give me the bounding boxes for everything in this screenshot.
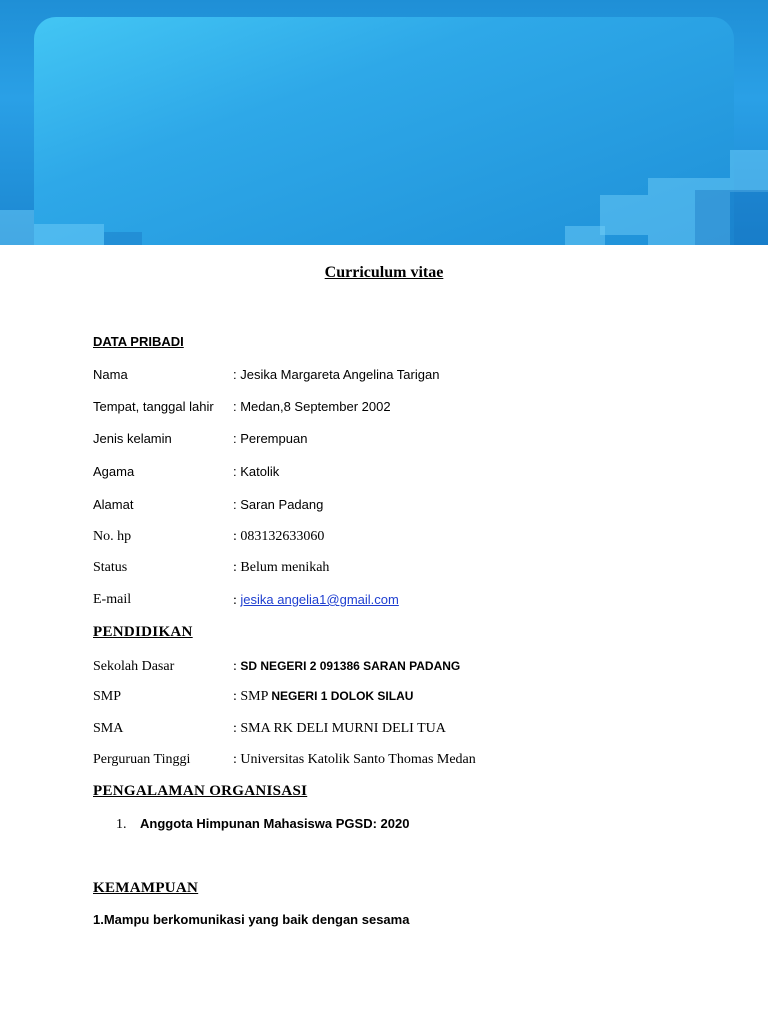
row-email bbox=[93, 592, 733, 610]
prefix-smp: : SMP bbox=[233, 689, 272, 704]
row-smp bbox=[93, 689, 733, 707]
row-sma bbox=[93, 721, 733, 739]
value-email bbox=[233, 592, 399, 609]
skill-item: 1.Mampu berkomunikasi yang baik dengan sesama bbox=[93, 912, 410, 927]
row-tempat-tanggal-lahir bbox=[93, 399, 733, 417]
document-title: Curriculum vitae bbox=[324, 264, 444, 281]
label-nama: Nama bbox=[93, 367, 128, 382]
banner-square bbox=[0, 210, 34, 245]
list-item-text: Anggota Himpunan Mahasiswa PGSD: 2020 bbox=[140, 816, 410, 831]
banner-square bbox=[730, 150, 768, 192]
value-nama: : Jesika Margareta Angelina Tarigan bbox=[233, 367, 440, 382]
banner-square bbox=[565, 226, 605, 245]
value-perguruan-tinggi: : Universitas Katolik Santo Thomas Medan bbox=[233, 752, 476, 767]
email-link[interactable]: jesika angelia1@gmail.com bbox=[240, 592, 399, 607]
label-no-hp: No. hp bbox=[93, 529, 132, 544]
value-no-hp: : 083132633060 bbox=[233, 529, 325, 544]
banner-square bbox=[695, 190, 768, 245]
row-sekolah-dasar bbox=[93, 659, 733, 677]
section-heading-data-pribadi: DATA PRIBADI bbox=[93, 334, 184, 349]
banner-square bbox=[600, 195, 648, 235]
section-heading-kemampuan: KEMAMPUAN bbox=[93, 880, 199, 896]
email-prefix: : bbox=[233, 593, 241, 608]
row-jenis-kelamin bbox=[93, 431, 733, 449]
label-tempat-tanggal-lahir: Tempat, tanggal lahir bbox=[93, 399, 214, 414]
label-sekolah-dasar: Sekolah Dasar bbox=[93, 659, 175, 674]
value-sma: : SMA RK DELI MURNI DELI TUA bbox=[233, 721, 446, 736]
label-jenis-kelamin: Jenis kelamin bbox=[93, 431, 172, 446]
banner-square bbox=[104, 232, 142, 245]
row-nama bbox=[93, 367, 733, 385]
value-alamat: : Saran Padang bbox=[233, 497, 324, 512]
list-item-number: 1. bbox=[116, 817, 127, 832]
label-smp: SMP bbox=[93, 689, 122, 704]
label-perguruan-tinggi: Perguruan Tinggi bbox=[93, 752, 191, 767]
row-no-hp bbox=[93, 529, 733, 547]
text-smp: NEGERI 1 DOLOK SILAU bbox=[271, 689, 414, 703]
label-status: Status bbox=[93, 560, 128, 575]
banner-square bbox=[34, 224, 104, 245]
text-sekolah-dasar: SD NEGERI 2 091386 SARAN PADANG bbox=[240, 659, 461, 673]
section-heading-organisasi: PENGALAMAN ORGANISASI bbox=[93, 783, 308, 799]
row-agama bbox=[93, 464, 733, 482]
label-alamat: Alamat bbox=[93, 497, 134, 512]
value-tempat-tanggal-lahir: : Medan,8 September 2002 bbox=[233, 399, 391, 414]
label-agama: Agama bbox=[93, 464, 135, 479]
value-smp bbox=[233, 689, 413, 705]
value-agama: : Katolik bbox=[233, 464, 280, 479]
label-sma: SMA bbox=[93, 721, 124, 736]
row-status bbox=[93, 560, 733, 578]
value-status: : Belum menikah bbox=[233, 560, 330, 575]
value-sekolah-dasar bbox=[233, 659, 460, 675]
list-item bbox=[116, 816, 409, 833]
header-banner bbox=[0, 0, 768, 245]
prefix-sekolah-dasar: : bbox=[233, 659, 241, 674]
row-alamat bbox=[93, 497, 733, 515]
label-email: E-mail bbox=[93, 592, 132, 607]
section-heading-pendidikan: PENDIDIKAN bbox=[93, 624, 193, 640]
value-jenis-kelamin: : Perempuan bbox=[233, 431, 308, 446]
row-perguruan-tinggi bbox=[93, 752, 733, 770]
